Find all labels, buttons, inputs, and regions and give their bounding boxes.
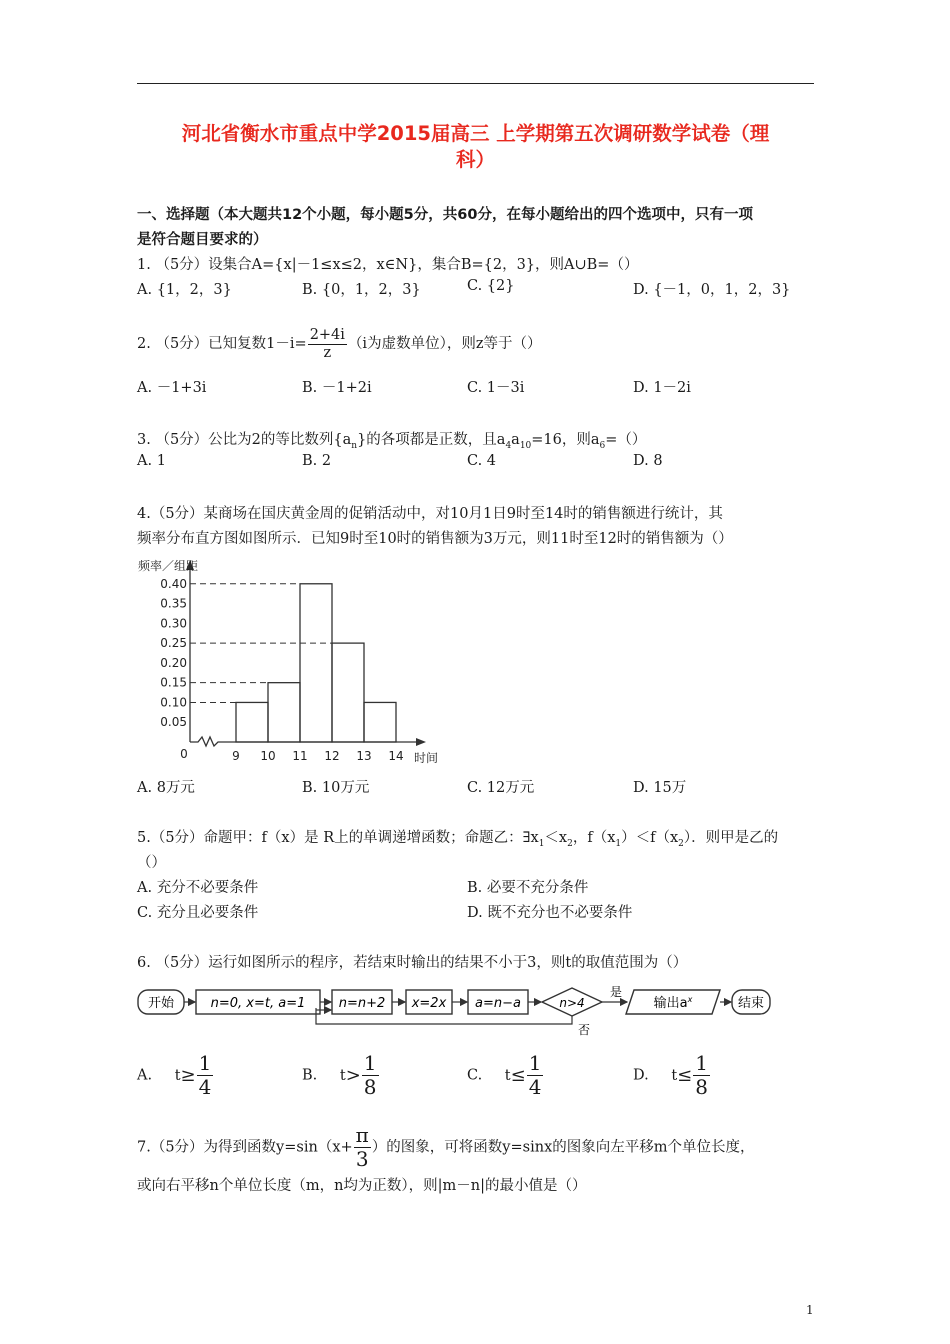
option-letter: D. bbox=[633, 1067, 654, 1084]
q3-sub-4: 6 bbox=[599, 440, 606, 451]
question-3-option-d: D. 8 bbox=[633, 453, 663, 469]
question-2-fraction-numerator: 2+4i bbox=[309, 327, 345, 343]
question-7-prefix: 7.（5分）为得到函数y=sin（x+ bbox=[137, 1139, 353, 1156]
y-tick-label: 0.40 bbox=[160, 576, 187, 591]
histogram-bar-10-11 bbox=[268, 683, 300, 742]
question-6-option-a bbox=[137, 1052, 214, 1099]
question-2-option-d: D. 1－2i bbox=[633, 380, 691, 396]
question-6-option-b bbox=[302, 1052, 380, 1099]
question-1-stem: 1. （5分）设集合A={x|－1≤x≤2，x∈N}，集合B={2，3}，则A∪B=（） bbox=[137, 257, 639, 273]
option-fraction bbox=[197, 1052, 214, 1099]
question-2-fraction-denominator: z bbox=[323, 344, 332, 361]
question-5-stem-line-2: （） bbox=[137, 855, 166, 871]
question-5-option-b: B. 必要不充分条件 bbox=[467, 880, 589, 896]
flow-condition-label: n>4 bbox=[559, 996, 585, 1010]
question-2-option-b: B. －1+2i bbox=[302, 380, 372, 396]
option-relation: ≥ bbox=[180, 1065, 196, 1086]
question-1-option-b: B. {0，1，2，3} bbox=[302, 282, 421, 298]
question-1-option-a: A. {1，2，3} bbox=[137, 282, 232, 298]
q3-text-3: a bbox=[511, 432, 520, 448]
question-3-option-c: C. 4 bbox=[467, 453, 497, 469]
flow-step-n-label: n=n+2 bbox=[338, 996, 386, 1011]
option-variable: t bbox=[671, 1067, 678, 1084]
y-tick-label: 0.30 bbox=[160, 616, 187, 631]
x-tick-label: 13 bbox=[356, 749, 372, 763]
question-1-option-d: D. {－1，0，1，2，3} bbox=[633, 282, 791, 298]
question-2-option-c: C. 1－3i bbox=[467, 380, 525, 396]
q3-sub-3: 10 bbox=[519, 440, 532, 451]
flow-start-label: 开始 bbox=[147, 996, 175, 1011]
q3-text-2: }的各项都是正数，且a bbox=[357, 432, 506, 448]
flow-no-label: 否 bbox=[577, 1023, 591, 1037]
option-fraction-numerator: 1 bbox=[695, 1051, 708, 1075]
q5-text-1: 5.（5分）命题甲：f（x）是 R上的单调递增函数；命题乙：∃x bbox=[137, 830, 539, 846]
y-axis-title: 频率／组距 bbox=[138, 559, 199, 573]
question-2-option-a: A. －1+3i bbox=[137, 380, 207, 396]
y-tick-label: 0.35 bbox=[160, 596, 187, 611]
page-title-line-1: 河北省衡水市重点中学2015届高三 上学期第五次调研数学试卷（理 bbox=[181, 122, 770, 145]
option-relation: ≤ bbox=[510, 1065, 526, 1086]
flow-output-exponent: x bbox=[687, 995, 693, 1004]
x-tick-label: 12 bbox=[324, 749, 340, 763]
question-7-fraction-denominator: 3 bbox=[355, 1147, 369, 1171]
section-heading-line-1: 一、选择题（本大题共12个小题，每小题5分，共60分，在每小题给出的四个选项中，只有一项 bbox=[137, 207, 753, 223]
histogram-bars bbox=[236, 584, 396, 742]
question-7-fraction bbox=[354, 1124, 371, 1171]
question-6-option-c bbox=[467, 1052, 544, 1099]
option-letter: A. bbox=[137, 1067, 157, 1084]
option-fraction-denominator: 8 bbox=[363, 1075, 377, 1099]
q3-text-4: =16，则a bbox=[531, 432, 600, 448]
histogram-labels bbox=[138, 558, 438, 765]
y-tick-label: 0.25 bbox=[160, 636, 187, 651]
histogram-bar-12-13 bbox=[332, 643, 364, 742]
flow-end-label: 结束 bbox=[737, 996, 765, 1011]
question-3-option-a: A. 1 bbox=[137, 453, 166, 469]
q5-sub-2: 2 bbox=[567, 838, 573, 849]
question-5-option-d: D. 既不充分也不必要条件 bbox=[467, 905, 633, 921]
x-tick-label: 9 bbox=[232, 749, 240, 763]
question-2-suffix: （i为虚数单位），则z等于（） bbox=[347, 336, 542, 353]
origin-label: 0 bbox=[180, 747, 188, 761]
question-4-option-b: B. 10万元 bbox=[302, 780, 370, 796]
flow-step-x-label: x=2x bbox=[411, 996, 447, 1011]
question-3-stem bbox=[137, 428, 646, 451]
question-3-option-b: B. 2 bbox=[302, 453, 332, 469]
y-tick-label: 0.05 bbox=[160, 715, 187, 730]
histogram-bar-13-14 bbox=[364, 702, 396, 742]
q3-sub-1: n bbox=[351, 440, 358, 451]
question-7-fraction-numerator: π bbox=[355, 1123, 369, 1147]
q5-text-3: ，f（x bbox=[572, 830, 616, 846]
option-letter: C. bbox=[467, 1067, 487, 1084]
top-rule bbox=[137, 83, 814, 84]
question-7-stem-line-2: 或向右平移n个单位长度（m，n均为正数），则|m－n|的最小值是（） bbox=[137, 1178, 587, 1194]
flow-step-a-label: a=n−a bbox=[475, 996, 521, 1011]
option-relation: ≤ bbox=[677, 1065, 693, 1086]
flow-output-label bbox=[654, 995, 693, 1011]
question-1-option-c: C. {2} bbox=[467, 278, 515, 294]
option-fraction-denominator: 4 bbox=[198, 1075, 212, 1099]
option-fraction bbox=[527, 1052, 544, 1099]
q5-sub-1: 1 bbox=[538, 838, 545, 849]
question-6-option-d bbox=[633, 1052, 711, 1099]
program-flowchart bbox=[136, 984, 772, 1038]
option-fraction-numerator: 1 bbox=[198, 1051, 212, 1075]
flow-output-text: 输出a bbox=[653, 996, 688, 1011]
x-tick-label: 14 bbox=[388, 749, 404, 763]
flow-yes-label: 是 bbox=[609, 985, 623, 999]
y-tick-label: 0.20 bbox=[160, 655, 187, 670]
option-fraction bbox=[693, 1052, 710, 1099]
question-2-fraction bbox=[308, 327, 347, 361]
option-letter: B. bbox=[302, 1067, 322, 1084]
x-tick-label: 10 bbox=[260, 749, 276, 763]
histogram-axes bbox=[186, 560, 426, 746]
option-relation: > bbox=[345, 1065, 361, 1086]
q5-text-2: ＜x bbox=[544, 830, 568, 846]
q3-text-1: 3. （5分）公比为2的等比数列{a bbox=[137, 432, 352, 448]
question-4-option-d: D. 15万 bbox=[633, 780, 687, 796]
option-fraction-numerator: 1 bbox=[363, 1051, 377, 1075]
question-5-stem-line-1 bbox=[137, 826, 778, 849]
question-7-suffix: ）的图象，可将函数y=sinx的图象向左平移m个单位长度， bbox=[371, 1139, 755, 1156]
x-axis-arrow bbox=[416, 738, 426, 746]
question-2-stem bbox=[137, 327, 541, 361]
q5-text-4: ）＜f（x bbox=[621, 830, 679, 846]
section-heading-line-2: 是符合题目要求的） bbox=[137, 232, 268, 248]
question-4-stem-line-2: 频率分布直方图如图所示．已知9时至10时的销售额为3万元，则11时至12时的销售额为（） bbox=[137, 531, 733, 547]
q5-text-5: ）．则甲是乙的 bbox=[683, 830, 779, 846]
option-fraction-numerator: 1 bbox=[528, 1051, 542, 1075]
option-variable: t bbox=[339, 1067, 346, 1084]
question-7-stem-line-1 bbox=[137, 1124, 755, 1171]
question-5-option-a: A. 充分不必要条件 bbox=[137, 880, 259, 896]
q5-sub-3: 1 bbox=[615, 838, 622, 849]
y-tick-label: 0.15 bbox=[160, 675, 187, 690]
x-axis-title: 时间 bbox=[414, 751, 439, 765]
y-tick-label: 0.10 bbox=[160, 695, 187, 710]
option-fraction bbox=[362, 1052, 379, 1099]
question-4-option-a: A. 8万元 bbox=[137, 780, 195, 796]
question-4-option-c: C. 12万元 bbox=[467, 780, 535, 796]
frequency-histogram bbox=[130, 556, 460, 770]
question-2-prefix: 2. （5分）已知复数1－i= bbox=[137, 336, 307, 353]
question-6-stem: 6. （5分）运行如图所示的程序，若结束时输出的结果不小于3，则t的取值范围为（） bbox=[137, 955, 688, 971]
q5-sub-4: 2 bbox=[678, 838, 684, 849]
histogram-bar-11-12 bbox=[300, 584, 332, 742]
option-fraction-denominator: 4 bbox=[528, 1075, 542, 1099]
question-5-option-c: C. 充分且必要条件 bbox=[137, 905, 259, 921]
q3-sub-2: 4 bbox=[505, 440, 512, 451]
question-4-stem-line-1: 4.（5分）某商场在国庆黄金周的促销活动中，对10月1日9时至14时的销售额进行统计，其 bbox=[137, 506, 723, 522]
page-number: 1 bbox=[806, 1303, 814, 1317]
histogram-bar-9-10 bbox=[236, 702, 268, 742]
page-title-line-2: 科） bbox=[455, 148, 495, 171]
x-tick-label: 11 bbox=[292, 749, 308, 763]
option-fraction-denominator: 8 bbox=[695, 1075, 708, 1099]
option-variable: t bbox=[504, 1067, 511, 1084]
option-variable: t bbox=[174, 1067, 181, 1084]
histogram-dashed-lines bbox=[190, 584, 332, 703]
q3-text-5: =（） bbox=[605, 432, 647, 448]
flow-init-label: n=0, x=t, a=1 bbox=[210, 996, 306, 1011]
